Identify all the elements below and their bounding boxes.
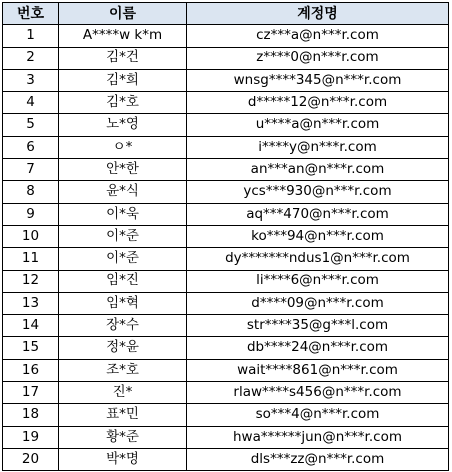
row-name: 진* xyxy=(59,382,187,404)
row-account: li****6@n***r.com xyxy=(187,270,449,292)
row-number: 1 xyxy=(3,25,59,47)
row-number: 14 xyxy=(3,315,59,337)
row-number: 9 xyxy=(3,203,59,225)
table-body xyxy=(3,25,449,471)
row-account: an***an@n***r.com xyxy=(187,159,449,181)
row-name: 정*윤 xyxy=(59,337,187,359)
table-row xyxy=(3,382,449,404)
header-account: 계정명 xyxy=(187,3,449,25)
row-number: 2 xyxy=(3,47,59,69)
row-number: 17 xyxy=(3,382,59,404)
table-row xyxy=(3,47,449,69)
row-number: 20 xyxy=(3,448,59,470)
table-row xyxy=(3,315,449,337)
row-name: 조*호 xyxy=(59,359,187,381)
row-name: 이*준 xyxy=(59,248,187,270)
table-row xyxy=(3,270,449,292)
row-name: 이*준 xyxy=(59,225,187,247)
row-number: 11 xyxy=(3,248,59,270)
row-account: i****y@n***r.com xyxy=(187,136,449,158)
row-name: 윤*식 xyxy=(59,181,187,203)
row-name: ㅇ* xyxy=(59,136,187,158)
row-number: 8 xyxy=(3,181,59,203)
table-row xyxy=(3,69,449,91)
row-name: 박*명 xyxy=(59,448,187,470)
row-account: dls***zz@n***r.com xyxy=(187,448,449,470)
row-number: 6 xyxy=(3,136,59,158)
table-row xyxy=(3,292,449,314)
header-number: 번호 xyxy=(3,3,59,25)
row-name: 임*진 xyxy=(59,270,187,292)
table-row xyxy=(3,181,449,203)
row-name: 장*수 xyxy=(59,315,187,337)
table-row xyxy=(3,248,449,270)
row-number: 4 xyxy=(3,92,59,114)
table-row xyxy=(3,426,449,448)
row-name: 임*혁 xyxy=(59,292,187,314)
row-name: 김*건 xyxy=(59,47,187,69)
row-name: 안*한 xyxy=(59,159,187,181)
row-number: 10 xyxy=(3,225,59,247)
row-account: str****35@g***l.com xyxy=(187,315,449,337)
row-account: hwa******jun@n***r.com xyxy=(187,426,449,448)
header-name: 이름 xyxy=(59,3,187,25)
row-number: 19 xyxy=(3,426,59,448)
row-account: ycs***930@n***r.com xyxy=(187,181,449,203)
row-name: 김*호 xyxy=(59,92,187,114)
table-row xyxy=(3,225,449,247)
table-row xyxy=(3,159,449,181)
row-account: wnsg****345@n***r.com xyxy=(187,69,449,91)
table-row xyxy=(3,92,449,114)
row-name: 이*욱 xyxy=(59,203,187,225)
row-account: so***4@n***r.com xyxy=(187,404,449,426)
header-row xyxy=(3,3,449,25)
account-table xyxy=(2,2,449,471)
table-row xyxy=(3,203,449,225)
row-name: 황*준 xyxy=(59,426,187,448)
row-name: A****w k*m xyxy=(59,25,187,47)
table-row xyxy=(3,448,449,470)
table-row xyxy=(3,359,449,381)
row-number: 13 xyxy=(3,292,59,314)
row-name: 김*희 xyxy=(59,69,187,91)
row-account: u****a@n***r.com xyxy=(187,114,449,136)
row-account: d****09@n***r.com xyxy=(187,292,449,314)
table-row xyxy=(3,337,449,359)
row-account: cz***a@n***r.com xyxy=(187,25,449,47)
row-number: 15 xyxy=(3,337,59,359)
row-account: dy*******ndus1@n***r.com xyxy=(187,248,449,270)
row-number: 16 xyxy=(3,359,59,381)
table-row xyxy=(3,136,449,158)
row-account: d*****12@n***r.com xyxy=(187,92,449,114)
row-name: 노*영 xyxy=(59,114,187,136)
row-number: 12 xyxy=(3,270,59,292)
table-header xyxy=(3,3,449,25)
row-number: 7 xyxy=(3,159,59,181)
table-row xyxy=(3,404,449,426)
row-account: z****0@n***r.com xyxy=(187,47,449,69)
row-account: db****24@n***r.com xyxy=(187,337,449,359)
row-account: wait****861@n***r.com xyxy=(187,359,449,381)
row-account: rlaw****s456@n***r.com xyxy=(187,382,449,404)
row-account: ko***94@n***r.com xyxy=(187,225,449,247)
row-number: 3 xyxy=(3,69,59,91)
row-number: 18 xyxy=(3,404,59,426)
table-row xyxy=(3,114,449,136)
row-name: 표*민 xyxy=(59,404,187,426)
row-account: aq***470@n***r.com xyxy=(187,203,449,225)
row-number: 5 xyxy=(3,114,59,136)
table-row xyxy=(3,25,449,47)
